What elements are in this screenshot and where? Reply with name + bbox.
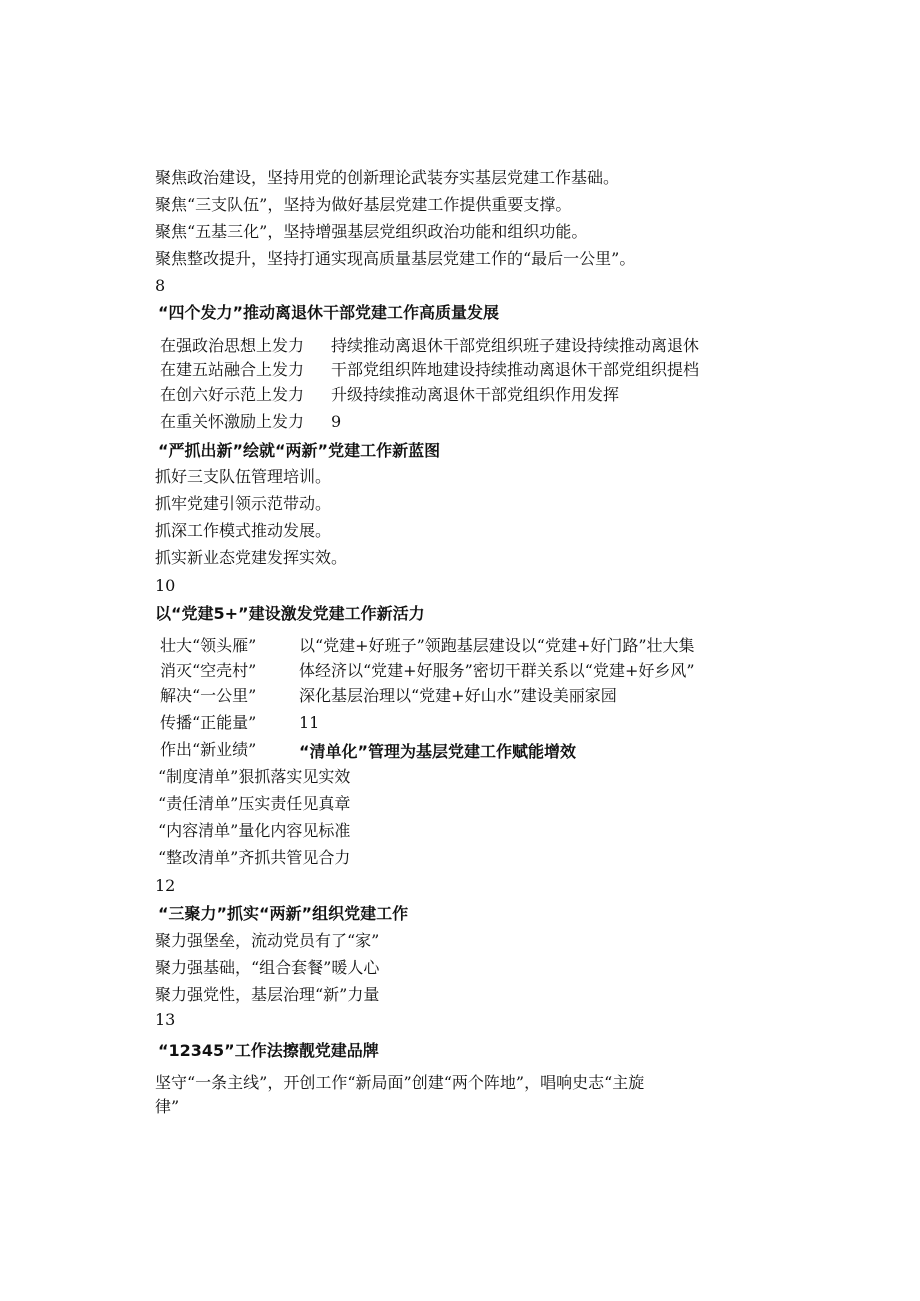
- section-number: 12: [155, 876, 176, 895]
- section-title: “严抓出新”绘就“两新”党建工作新蓝图: [158, 441, 441, 460]
- section-number: 11: [299, 713, 320, 732]
- body-line: 聚焦“五基三化”，坚持增强基层党组织政治功能和组织功能。: [155, 222, 588, 241]
- body-line: 聚力强党性，基层治理“新”力量: [155, 985, 380, 1004]
- col-left-item: 消灭“空壳村”: [160, 661, 257, 680]
- section-number: 10: [155, 576, 176, 595]
- col-left-item: 传播“正能量”: [160, 713, 257, 732]
- body-line: 聚力强基础，“组合套餐”暖人心: [155, 958, 380, 977]
- section-title: 以“党建5+”建设激发党建工作新活力: [155, 604, 425, 623]
- col-left-item: 在强政治思想上发力: [160, 336, 305, 355]
- section-number: 13: [155, 1010, 176, 1029]
- body-line: 抓好三支队伍管理培训。: [155, 467, 332, 486]
- col-left-item: 壮大“领头雁”: [160, 636, 257, 655]
- section-number: 8: [155, 276, 166, 295]
- body-line: 聚焦整改提升，坚持打通实现高质量基层党建工作的“最后一公里”。: [155, 249, 636, 268]
- col-left-item: 在建五站融合上发力: [160, 360, 305, 379]
- col-left-item: 在重关怀激励上发力: [160, 412, 305, 431]
- section-title: “12345”工作法擦靓党建品牌: [158, 1041, 379, 1060]
- body-line: “内容清单”量化内容见标准: [158, 821, 351, 840]
- col-right-line: 以“党建+好班子”领跑基层建设以“党建+好门路”壮大集: [299, 636, 695, 655]
- col-right-line: 升级持续推动离退休干部党组织作用发挥: [331, 385, 620, 404]
- body-line: 抓深工作模式推动发展。: [155, 521, 332, 540]
- section-title: “四个发力”推动离退休干部党建工作高质量发展: [158, 303, 500, 322]
- body-line: “责任清单”压实责任见真章: [158, 794, 351, 813]
- section-title: “清单化”管理为基层党建工作赋能增效: [299, 742, 577, 761]
- section-title: “三聚力”抓实“两新”组织党建工作: [158, 904, 409, 923]
- col-left-item: 解决“一公里”: [160, 686, 257, 705]
- body-line: “整改清单”齐抓共管见合力: [158, 848, 351, 867]
- col-right-line: 持续推动离退休干部党组织班子建设持续推动离退休: [331, 336, 700, 355]
- col-left-item: 在创六好示范上发力: [160, 385, 305, 404]
- body-line: 聚力强堡垒，流动党员有了“家”: [155, 931, 380, 950]
- col-left-item: 作出“新业绩”: [160, 740, 257, 759]
- body-line: 抓牢党建引领示范带动。: [155, 494, 332, 513]
- body-line: 聚焦政治建设，坚持用党的创新理论武装夯实基层党建工作基础。: [155, 168, 620, 187]
- col-right-line: 干部党组织阵地建设持续推动离退休干部党组织提档: [331, 360, 700, 379]
- body-line: “制度清单”狠抓落实见实效: [158, 767, 351, 786]
- col-right-line: 体经济以“党建+好服务”密切干群关系以“党建+好乡风”: [299, 661, 695, 680]
- body-line: 律”: [155, 1097, 180, 1116]
- body-line: 抓实新业态党建发挥实效。: [155, 548, 348, 567]
- body-line: 聚焦“三支队伍”，坚持为做好基层党建工作提供重要支撑。: [155, 195, 572, 214]
- col-right-line: 深化基层治理以“党建+好山水”建设美丽家园: [299, 686, 617, 705]
- section-number: 9: [331, 412, 342, 431]
- body-line: 坚守“一条主线”，开创工作“新局面”创建“两个阵地”，唱响史志“主旋: [155, 1073, 645, 1092]
